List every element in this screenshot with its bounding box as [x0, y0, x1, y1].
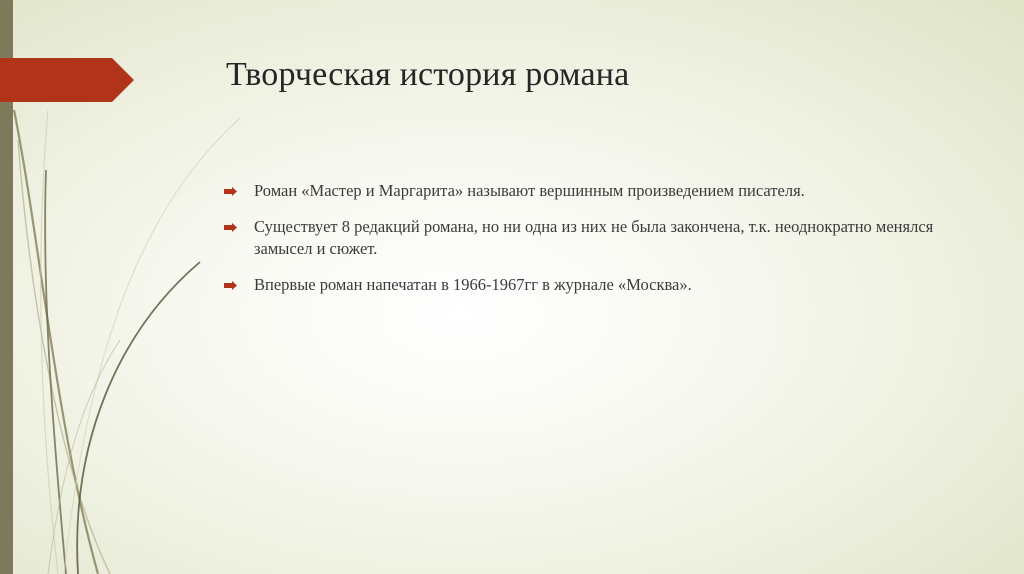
arrow-right-icon: [224, 281, 237, 290]
arrow-right-icon: [224, 223, 237, 232]
bullet-item: [224, 274, 984, 296]
bullet-item: [224, 180, 984, 202]
arrow-right-icon: [224, 187, 237, 196]
slide-title: Творческая история романа: [226, 56, 630, 93]
bullet-list: [224, 180, 984, 310]
bullet-text: Роман «Мастер и Маргарита» называют вершинным произведением писателя.: [254, 181, 805, 200]
bullet-text: Впервые роман напечатан в 1966-1967гг в журнале «Москва».: [254, 275, 692, 294]
bullet-text: Существует 8 редакций романа, но ни одна из них не была закончена, т.к. неоднократно менялся замысел и сюжет.: [254, 217, 934, 258]
title-accent-tab: [0, 58, 134, 102]
bullet-item: [224, 216, 984, 260]
